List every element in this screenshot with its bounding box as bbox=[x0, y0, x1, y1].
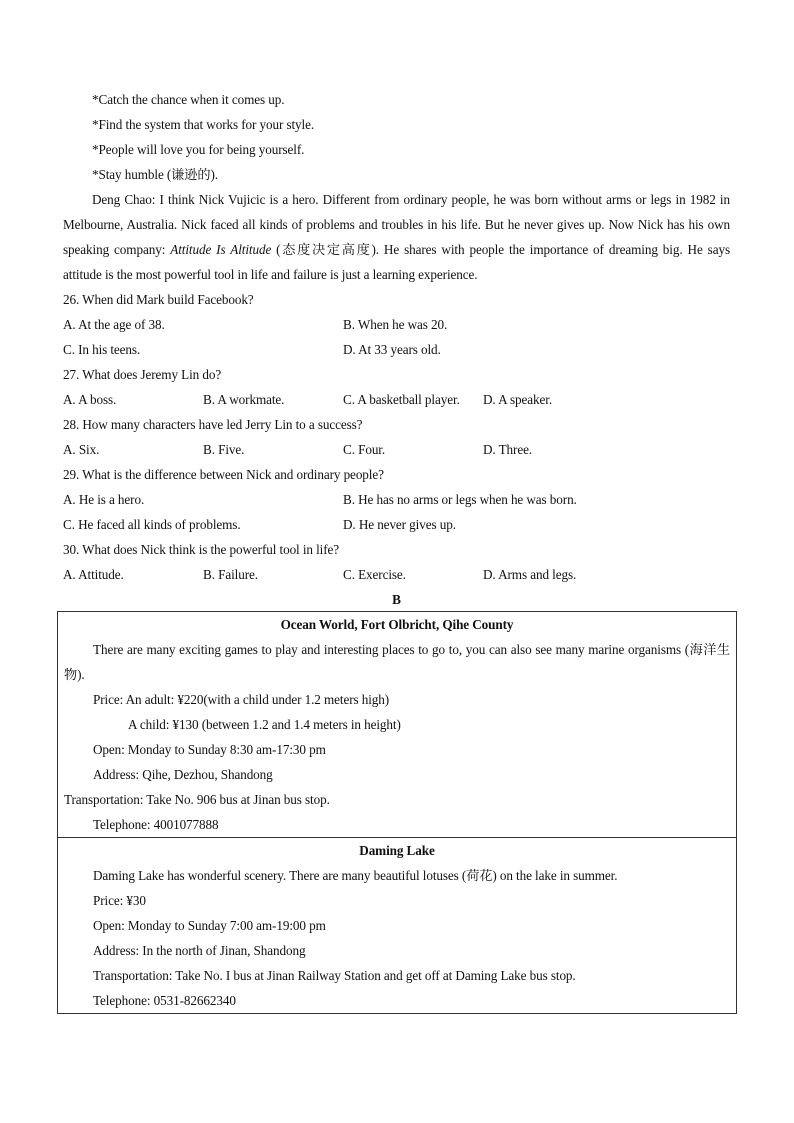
deng-chao-paragraph bbox=[63, 187, 730, 287]
daming-lake-transport: Transportation: Take No. I bus at Jinan Railway Station and get off at Daming Lake bus stop. bbox=[93, 968, 576, 983]
option-26-b: B. When he was 20. bbox=[343, 317, 448, 332]
option-30-b: B. Failure. bbox=[203, 567, 258, 582]
option-26-d: D. At 33 years old. bbox=[343, 342, 441, 357]
tip-3: *People will love you for being yourself. bbox=[92, 142, 305, 157]
daming-lake-title: Daming Lake bbox=[359, 843, 435, 858]
attractions-table bbox=[57, 611, 737, 1014]
option-29-b: B. He has no arms or legs when he was born. bbox=[343, 492, 577, 507]
option-28-a: A. Six. bbox=[63, 442, 100, 457]
options-28 bbox=[63, 437, 730, 462]
options-29 bbox=[63, 487, 730, 512]
daming-lake-phone: Telephone: 0531-82662340 bbox=[93, 993, 236, 1008]
question-26: 26. When did Mark build Facebook? bbox=[63, 292, 254, 307]
question-29: 29. What is the difference between Nick and ordinary people? bbox=[63, 467, 384, 482]
ocean-world-address: Address: Qihe, Dezhou, Shandong bbox=[93, 767, 273, 782]
ocean-world-open: Open: Monday to Sunday 8:30 am-17:30 pm bbox=[93, 742, 326, 757]
tip-1: *Catch the chance when it comes up. bbox=[92, 92, 285, 107]
option-29-d: D. He never gives up. bbox=[343, 517, 456, 532]
option-30-a: A. Attitude. bbox=[63, 567, 124, 582]
ocean-world-box bbox=[58, 612, 736, 837]
question-27: 27. What does Jeremy Lin do? bbox=[63, 367, 222, 382]
daming-lake-address: Address: In the north of Jinan, Shandong bbox=[93, 943, 306, 958]
daming-lake-box bbox=[58, 837, 736, 1013]
option-27-a: A. A boss. bbox=[63, 392, 117, 407]
deng-chao-text-after: (态度决定高度). He shares with people the importance of dreaming big. He says attitude is the most powerful tool in life and failure is just a learning experience. bbox=[63, 242, 730, 282]
ocean-world-phone: Telephone: 4001077888 bbox=[93, 817, 219, 832]
daming-lake-price: Price: ¥30 bbox=[93, 893, 146, 908]
passage-a bbox=[63, 87, 730, 612]
option-30-d: D. Arms and legs. bbox=[483, 567, 577, 582]
ocean-world-transport: Transportation: Take No. 906 bus at Jinan bus stop. bbox=[64, 792, 330, 807]
daming-lake-open: Open: Monday to Sunday 7:00 am-19:00 pm bbox=[93, 918, 326, 933]
ocean-world-price-adult: Price: An adult: ¥220(with a child under 1.2 meters high) bbox=[93, 692, 390, 707]
deng-chao-text-before: Deng Chao: I think Nick Vujicic is a hero. Different from ordinary people, he was born without arms or legs in 1982 in Melbourne, Australia. Nick faced all kinds of problems and troubles in his life. But he never gives up. Now Nick has his own speaking company: bbox=[63, 192, 730, 257]
question-28: 28. How many characters have led Jerry Lin to a success? bbox=[63, 417, 363, 432]
company-name: Attitude Is Altitude bbox=[170, 242, 272, 257]
daming-lake-intro: Daming Lake has wonderful scenery. There are many beautiful lotuses (荷花) on the lake in summer. bbox=[93, 868, 618, 883]
option-30-c: C. Exercise. bbox=[343, 567, 406, 582]
options-27 bbox=[63, 387, 730, 412]
option-28-c: C. Four. bbox=[343, 442, 386, 457]
options-30 bbox=[63, 562, 730, 587]
question-30: 30. What does Nick think is the powerful tool in life? bbox=[63, 542, 340, 557]
option-29-c: C. He faced all kinds of problems. bbox=[63, 517, 241, 532]
options-26 bbox=[63, 312, 730, 337]
ocean-world-price-child: A child: ¥130 (between 1.2 and 1.4 meters in height) bbox=[128, 717, 401, 732]
tip-2: *Find the system that works for your style. bbox=[92, 117, 315, 132]
option-29-a: A. He is a hero. bbox=[63, 492, 145, 507]
options-26-row2 bbox=[63, 337, 730, 362]
option-27-b: B. A workmate. bbox=[203, 392, 285, 407]
option-28-d: D. Three. bbox=[483, 442, 533, 457]
section-b-label: B bbox=[392, 592, 401, 607]
options-29-row2 bbox=[63, 512, 730, 537]
option-28-b: B. Five. bbox=[203, 442, 245, 457]
option-26-a: A. At the age of 38. bbox=[63, 317, 165, 332]
option-27-d: D. A speaker. bbox=[483, 392, 553, 407]
option-26-c: C. In his teens. bbox=[63, 342, 141, 357]
tip-4: *Stay humble (谦逊的). bbox=[92, 167, 218, 182]
option-27-c: C. A basketball player. bbox=[343, 392, 460, 407]
ocean-world-title: Ocean World, Fort Olbricht, Qihe County bbox=[280, 617, 514, 632]
ocean-world-intro: There are many exciting games to play and interesting places to go to, you can also see many marine organisms (海洋生物). bbox=[64, 642, 730, 682]
